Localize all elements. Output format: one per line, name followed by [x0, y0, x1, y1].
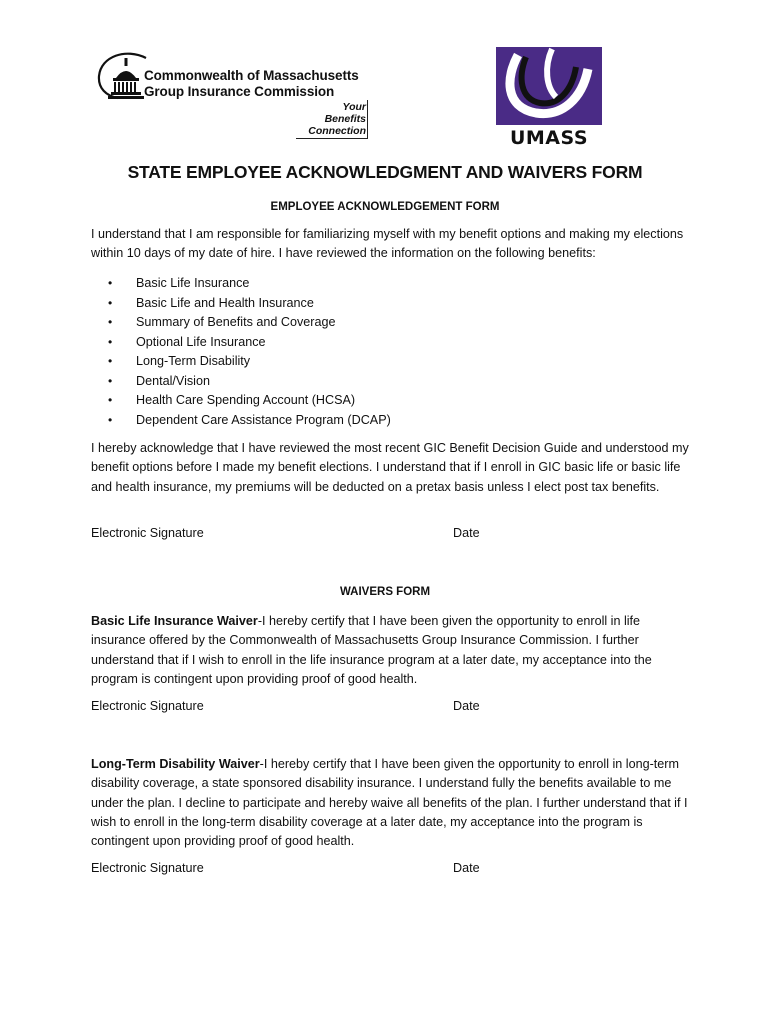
acknowledgement-intro: I understand that I am responsible for familiarizing myself with my benefit options and making my elections within 10 days of my date of hire. I have reviewed the information on the following benefits:: [91, 227, 684, 261]
gic-name-line1: Commonwealth of Massachusetts: [144, 68, 359, 83]
benefit-label: Summary of Benefits and Coverage: [136, 315, 336, 329]
bullet-icon: •: [108, 373, 113, 388]
bullet-icon: •: [108, 393, 113, 407]
benefit-label: Optional Life Insurance: [136, 334, 266, 349]
acknowledgement-statement: I hereby acknowledge that I have reviewed the most recent GIC Benefit Decision Guide and understood my benefit options before I made my benefit elections. I understand that if I enroll in GIC basic life or basic life and health insurance, my premiums will be deducted on a pretax basis unless I elect post tax benefits.: [91, 441, 689, 494]
list-item: [108, 313, 391, 333]
bullet-icon: •: [108, 334, 113, 349]
life-waiver-paragraph: [91, 612, 691, 689]
life-waiver-date-field[interactable]: Date: [453, 699, 480, 713]
ltd-waiver-date-field[interactable]: Date: [453, 861, 480, 875]
page-title: STATE EMPLOYEE ACKNOWLEDGMENT AND WAIVERS FORM: [127, 162, 643, 182]
gic-tagline: [296, 101, 366, 137]
list-item: [108, 352, 391, 372]
acknowledgement-heading: EMPLOYEE ACKNOWLEDGEMENT FORM: [270, 201, 500, 213]
benefit-label: Basic Life and Health Insurance: [136, 295, 314, 310]
ltd-waiver-paragraph: [91, 755, 691, 851]
date-field[interactable]: Date: [453, 526, 480, 540]
bullet-icon: •: [108, 354, 113, 368]
list-item: [108, 333, 391, 353]
benefit-list: [108, 274, 391, 430]
benefit-label: Dependent Care Assistance Program (DCAP): [136, 412, 391, 427]
waivers-heading: WAIVERS FORM: [339, 586, 431, 598]
tagline-word: Benefits: [324, 113, 366, 125]
life-waiver-title: Basic Life Insurance Waiver: [91, 614, 258, 628]
benefit-label: Long-Term Disability: [136, 354, 251, 368]
umass-u-mark-icon: [496, 47, 602, 125]
tagline-word: Connection: [308, 125, 366, 137]
gic-logo: [96, 48, 381, 140]
list-item: [108, 274, 391, 294]
bullet-icon: •: [108, 295, 113, 310]
signature-field[interactable]: Electronic Signature: [91, 526, 204, 540]
ltd-waiver-text: -I hereby certify that I have been given the opportunity to enroll in long-term disability coverage, a state sponsored disability insurance. I understand fully the benefits available to me under the plan. I decline to participate and hereby waive all benefits of the plan. I further understand that if I wish to enroll in the long-term disability coverage at a later date, my acceptance into the program is contingent upon providing proof of good health.: [91, 757, 688, 849]
benefit-label: Dental/Vision: [136, 373, 210, 388]
list-item: [108, 294, 391, 314]
list-item: [108, 411, 391, 431]
list-item: [108, 391, 391, 411]
bullet-icon: •: [108, 412, 113, 427]
ltd-waiver-signature-field[interactable]: Electronic Signature: [91, 861, 204, 875]
benefit-label: Health Care Spending Account (HCSA): [136, 393, 356, 407]
benefit-label: Basic Life Insurance: [136, 276, 250, 290]
list-item: [108, 372, 391, 392]
gic-name-line2: Group Insurance Commission: [144, 84, 335, 99]
life-waiver-text: -I hereby certify that I have been given the opportunity to enroll in life insurance offered by the Commonwealth of Massachusetts Group Insurance Commission. I further understand that if I wish to enroll in the life insurance program at a later date, my acceptance into the program is contingent upon providing proof of good health.: [91, 614, 652, 686]
umass-logo: [496, 47, 602, 149]
life-waiver-signature-field[interactable]: Electronic Signature: [91, 699, 204, 713]
tagline-word: Your: [342, 101, 366, 113]
umass-emblem: [496, 47, 602, 125]
umass-wordmark: UMASS: [509, 127, 589, 149]
ltd-waiver-title: Long-Term Disability Waiver: [91, 757, 260, 771]
bullet-icon: •: [108, 276, 113, 290]
bullet-icon: •: [108, 315, 113, 329]
